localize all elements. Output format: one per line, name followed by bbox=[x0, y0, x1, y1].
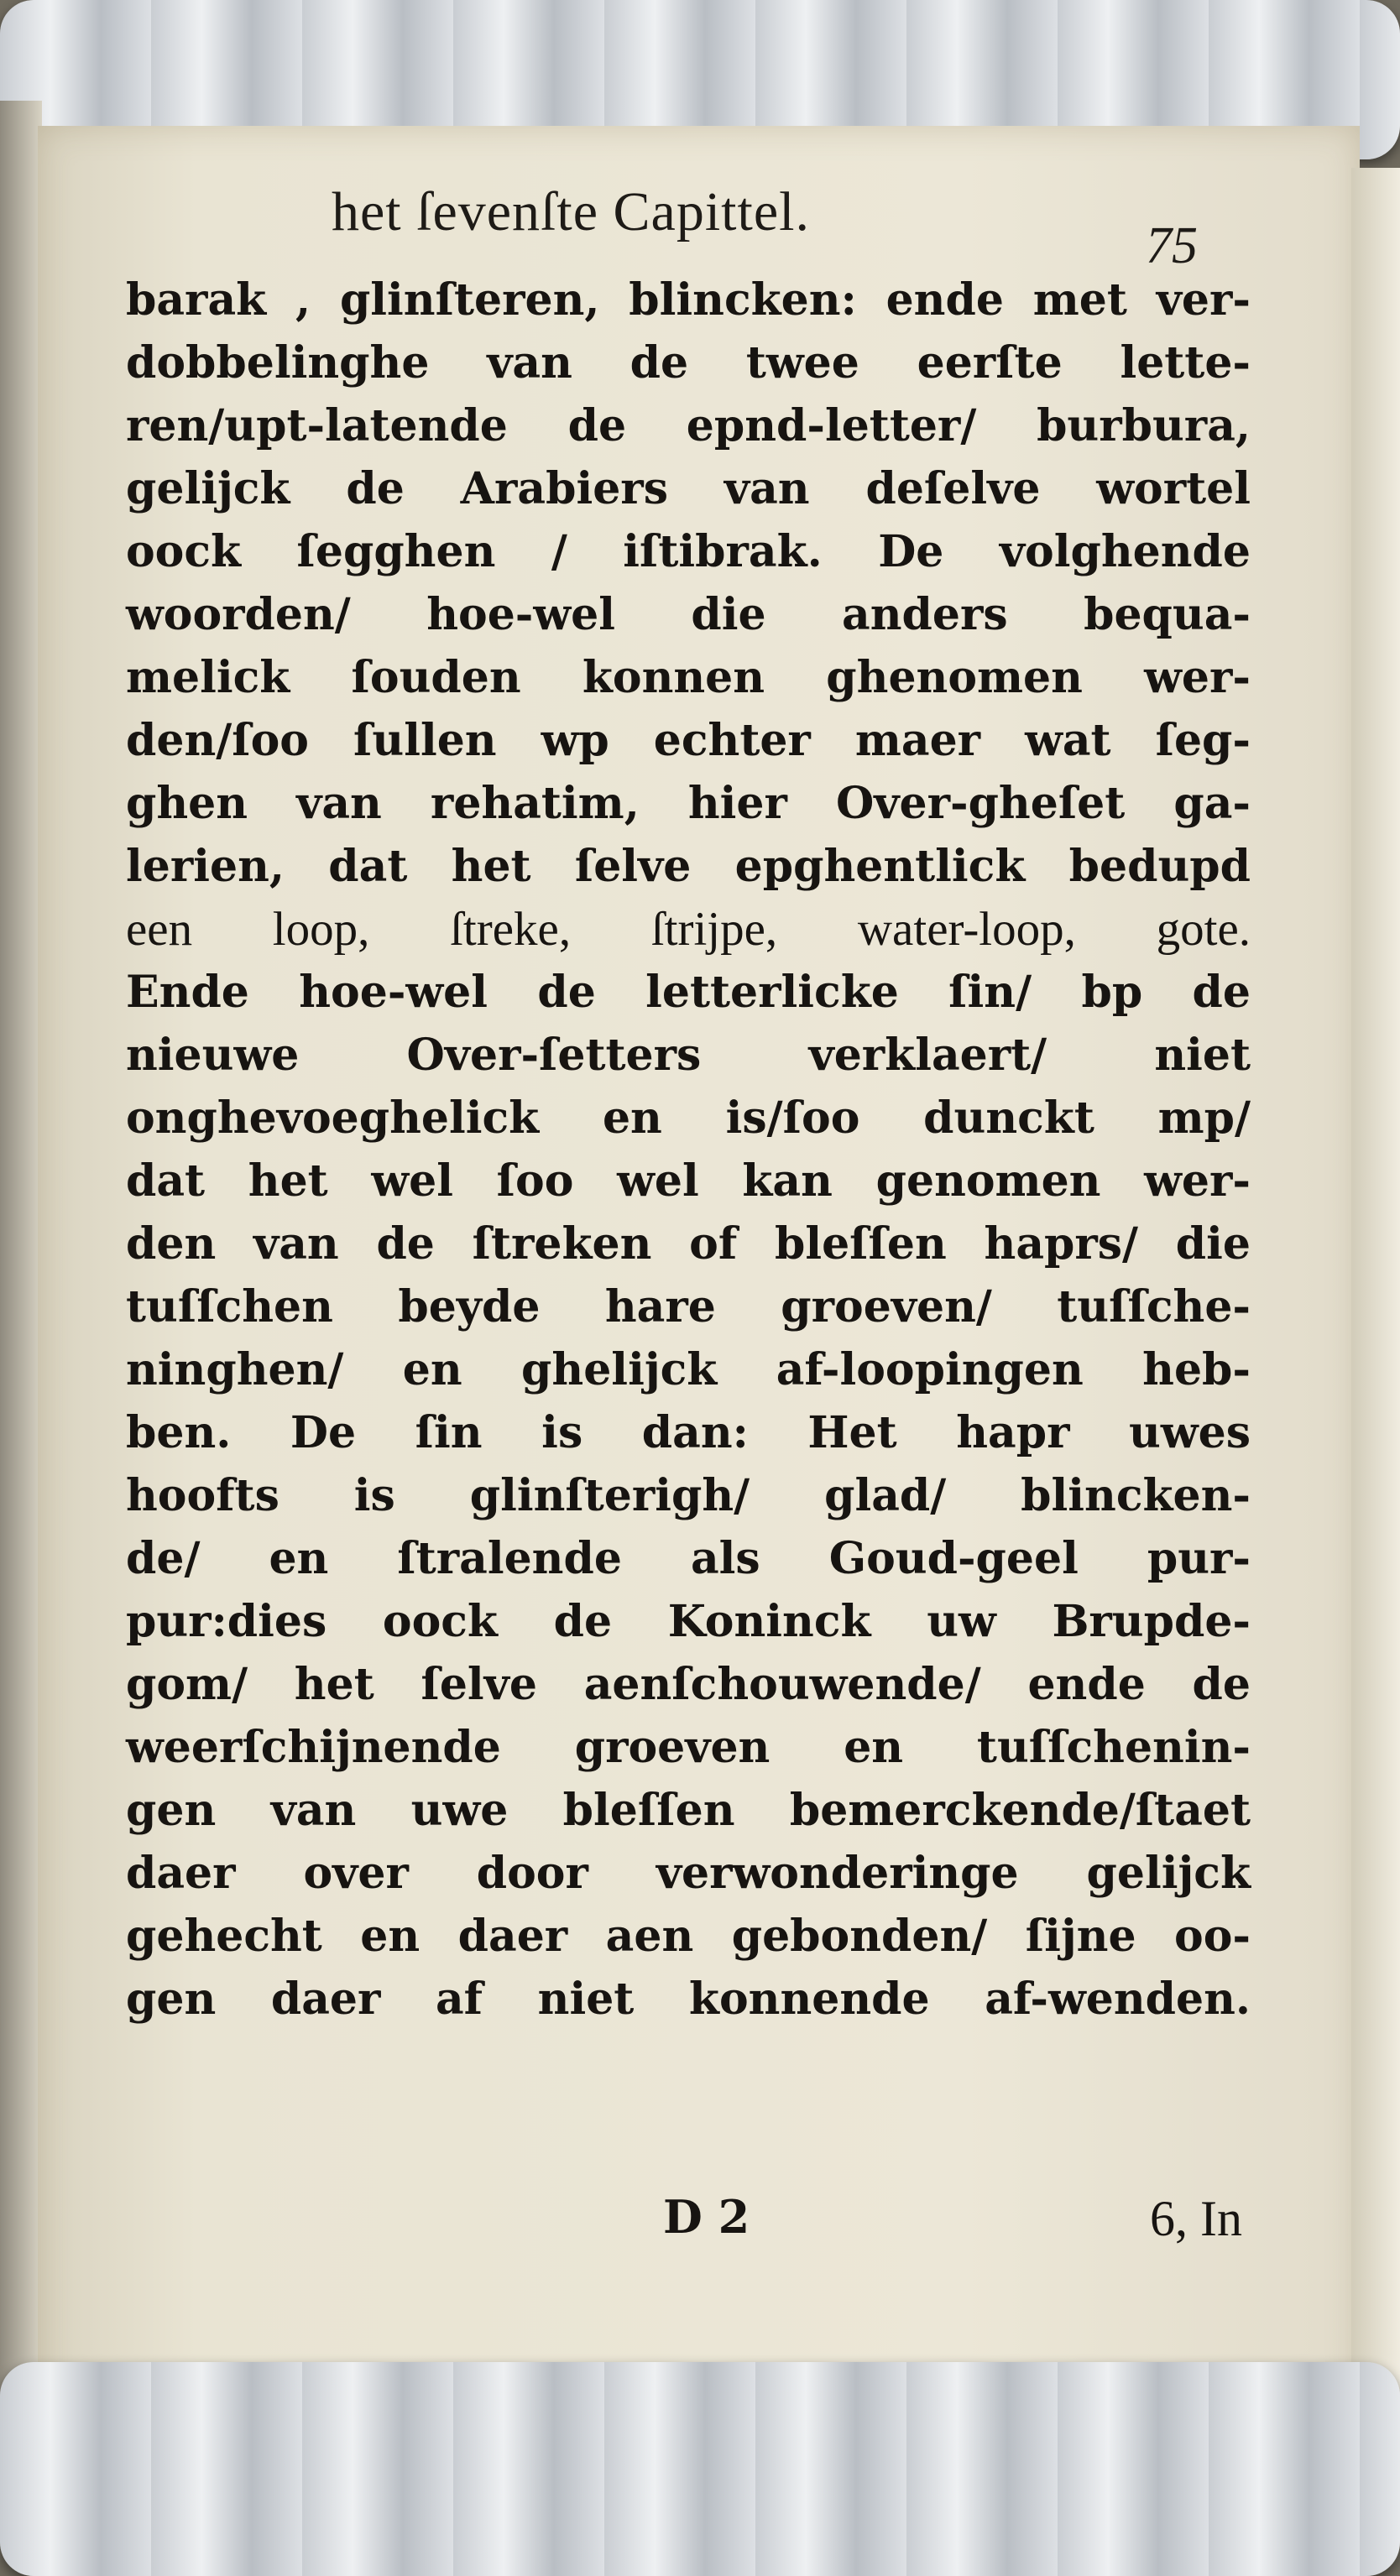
bottom-binding-strap bbox=[0, 2362, 1400, 2576]
text-line: gom/ het ſelve aenſchouwende/ ende de bbox=[126, 1659, 1251, 1710]
text-line: ren/upt-latende de epnd-letter/ burbura, bbox=[126, 400, 1251, 451]
text-line: gen daer af niet konnende af-wenden. bbox=[126, 1974, 1251, 2025]
text-line: dat het wel ſoo wel kan genomen wer- bbox=[126, 1155, 1251, 1207]
right-page-edge bbox=[1351, 168, 1400, 2400]
text-line: ghen van rehatim, hier Over-gheſet ga- bbox=[126, 778, 1251, 829]
text-line: oock ſegghen / iſtibrak. De volghende bbox=[126, 526, 1251, 577]
text-line: gehecht en daer aen gebonden/ ſijne oo- bbox=[126, 1911, 1251, 1962]
text-line: nieuwe Over-ſetters verklaert/ niet bbox=[126, 1030, 1251, 1081]
text-line: ben. De ſin is dan: Het hapr uwes bbox=[126, 1407, 1251, 1458]
signature-mark: D 2 bbox=[663, 2190, 750, 2244]
body-text bbox=[126, 269, 1251, 2031]
page-number: 75 bbox=[1146, 217, 1198, 274]
text-line: tuſſchen beyde hare groeven/ tuſſche- bbox=[126, 1281, 1251, 1332]
text-line: melick ſouden konnen ghenomen wer- bbox=[126, 652, 1251, 703]
text-line: den/ſoo ſullen wp echter maer wat ſeg- bbox=[126, 715, 1251, 766]
text-line: dobbelinghe van de twee eerſte lette- bbox=[126, 337, 1251, 388]
text-line: gelijck de Arabiers van deſelve wortel bbox=[126, 463, 1251, 514]
text-line: een loop, ſtreke, ſtrijpe, water-loop, gote. bbox=[126, 903, 1251, 956]
text-line: lerien, dat het ſelve epghentlick bedupd bbox=[126, 841, 1251, 892]
text-line: hoofts is glinſterigh/ glad/ blincken- bbox=[126, 1470, 1251, 1521]
left-page-edge bbox=[0, 101, 42, 2400]
text-line: barak , glinſteren, blincken: ende met ver- bbox=[126, 274, 1251, 326]
text-line: gen van uwe bleſſen bemerckende/ſtaet bbox=[126, 1785, 1251, 1836]
catchword: 6, In bbox=[1150, 2191, 1242, 2246]
text-line: den van de ſtreken of bleſſen haprs/ die bbox=[126, 1218, 1251, 1270]
text-line: woorden/ hoe-wel die anders bequa- bbox=[126, 589, 1251, 640]
text-line: daer over door verwonderinge gelijck bbox=[126, 1848, 1251, 1899]
page-footer bbox=[126, 2190, 1251, 2257]
text-line: de/ en ſtralende als Goud-geel pur- bbox=[126, 1533, 1251, 1584]
text-line: weerſchijnende groeven en tuſſchenin- bbox=[126, 1722, 1251, 1773]
text-line: ninghen/ en ghelijck af-loopingen heb- bbox=[126, 1344, 1251, 1395]
text-line: onghevoeghelick en is/ſoo dunckt mp/ bbox=[126, 1092, 1251, 1144]
text-line: Ende hoe-wel de letterlicke ſin/ bp de bbox=[126, 967, 1251, 1018]
running-head: het ſevenſte Capittel. bbox=[332, 181, 810, 242]
text-line: pur:dies oock de Koninck uw Brupde- bbox=[126, 1596, 1251, 1647]
